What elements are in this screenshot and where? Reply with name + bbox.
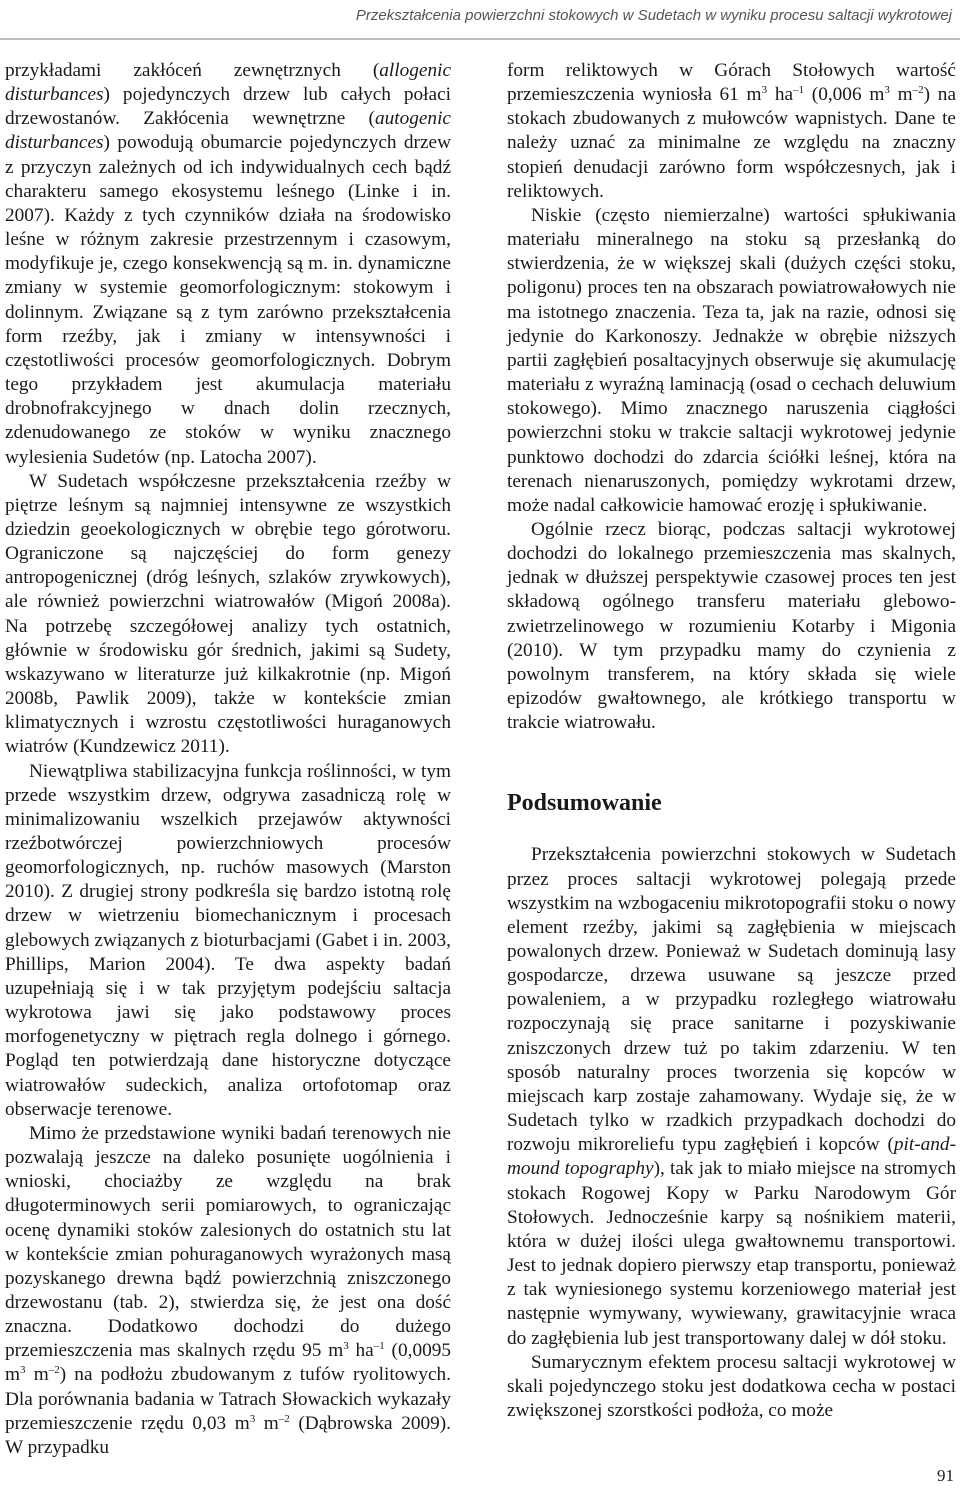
text-run: (0,006 m [804, 84, 885, 106]
paragraph [5, 59, 451, 470]
superscript: 3 [20, 1364, 26, 1377]
left-column [5, 59, 451, 1460]
paragraph [5, 1122, 451, 1460]
text-run: (Dąbrowska 2009). W przypadku [5, 1412, 451, 1458]
text-run: ha [767, 84, 794, 106]
superscript: –2 [278, 1412, 290, 1425]
superscript: –2 [912, 84, 924, 97]
italic-term: allogenic disturbances [5, 60, 451, 106]
text-run: przykładami zakłóceń zewnętrznych ( [5, 60, 380, 81]
superscript: –2 [48, 1364, 60, 1377]
text-run: ), tak jak to miało miejsce na stromych stokach Rogowej Kopy w Parku Narodowym Gór Stołowych. Jednocześnie karpy są nośnikiem materii, która w dużej ilości ulega gwałtownemu transportowi. Jest to jednak dopiero pierwszy etap transportu, ponieważ z tak wyniesionego systemu korzeniowego materiał jest następnie wymywany, wywiewany, grawitacyjnie wraca do zagłębienia lub jest transportowany dalej w dół stoku. [507, 1158, 956, 1349]
paragraph: Niewątpliwa stabilizacyjna funkcja roślinności, w tym przede wszystkim drzew, odgrywa zasadniczą rolę w minimalizowaniu wszelkich przejawów aktywności rzeźbotwórczej powierzchniowych procesów geomorfologicznych, np. ruchów masowych (Marston 2010). Z drugiej strony podkreśla się bardzo istotną rolę drzew w wietrzeniu biomechanicznym i procesach glebowych związanych z bioturbacjami (Gabet i in. 2003, Phillips, Marion 2004). Te dwa aspekty badań uzupełniają się i w tak przyjętym podejściu saltacja wykrotowa jawi się jako podstawowy proces morfogenetyczny w piętrach regla dolnego i górnego. Pogląd ten potwierdzają dane historyczne dotyczące wiatrowałów sudeckich, analiza ortofotomap oraz obserwacje terenowe. [5, 760, 451, 1120]
paragraph: Ogólnie rzecz biorąc, podczas saltacji wykrotowej dochodzi do lokalnego przemieszczenia mas skalnych, jednak w dłuższej perspektywie czasowej proces ten jest składową ogólnego transferu materiału glebowo-zwietrzelinowego w rozumieniu Kotarby i Migonia (2010). W tym przypadku mamy do czynienia z powolnym transferem, na który składa się wiele epizodów gwałtownego, ale krótkiego transportu w trakcie wiatrowału. [507, 518, 956, 734]
paragraph [507, 843, 956, 1350]
text-run: form reliktowych w Górach Stołowych wartość przemieszczenia wyniosła 61 m [507, 60, 956, 106]
paragraph: Niskie (często niemierzalne) wartości spłukiwania materiału mineralnego na stoku są przesłanką do stwierdzenia, że w większej skali (dużych części stoku, poligonu) proces ten na obszarach powiatrowałowych nie ma istotnego znaczenia. Teza ta, jak na razie, odnosi się jedynie do Karkonoszy. Jednakże w obrębie niższych partii zagłębień posaltacyjnych obserwuje się akumulację materiału z wyraźną laminacją (osad o cechach deluwium stokowego). Mimo znacznego naruszenia ciągłości powierzchni stoku w trakcie saltacji wykrotowej jedynie punktowo dochodzi do zdarcia ściółki leśnej, która na terenach nienaruszonych, pomiędzy wykrotami drzew, może nadal całkowicie hamować erozję i spłukiwanie. [507, 204, 956, 516]
text-run: ) na podłożu zbudowanym z tufów ryolitowych. Dla porównania badania w Tatrach Słowackich wykazały przemieszczenie rzędu 0,03 m [5, 1364, 451, 1434]
italic-term: pit-and-mound topography [507, 1134, 956, 1180]
superscript: –1 [793, 84, 805, 97]
text-run: (0,0095 m [5, 1340, 452, 1386]
page-number: 91 [937, 1466, 954, 1485]
superscript: –1 [373, 1340, 385, 1353]
text-run: Mimo że przedstawione wyniki badań terenowych nie pozwalają jeszcze na daleko posunięte uogólnienia i wnioski, chociażby ze względu na brak długoterminowych serii pomiarowych, to ograniczając ocenę dynamiki stoków zalesionych do ostatnich stu lat w kontekście zmian pohuraganowych wyrażonych masą pozyskanego drewna bądź powierzchnią zniszczonego drzewostanu (tab. 2), stwierdza się, że jest ona dość znaczna. Dodatkowo dochodzi do dużego przemieszczenia mas skalnych rzędu 95 m [5, 1122, 451, 1362]
text-run: ) powodują obumarcie pojedynczych drzew z przyczyn zależnych od ich indywidualnych cech bądź charakteru samego ekosystemu leśnego (Linke i in. 2007). Każdy z tych czynników działa na środowisko leśne w różnym zakresie przestrzennym i czasowym, modyfikuje je, czego konsekwencją są m. in. dynamiczne zmiany w systemie geomorfologicznym: stokowym i dolinnym. Związane są z tym zarówno przekształcenia form rzeźby, jak i zmiany w intensywności i częstotliwości procesów geomorfologicznych. Dobrym tego przykładem jest akumulacja materiału drobnofrakcyjnego w dnach dolin rzecznych, zdenudowanego ze stoków w wyniku znacznego wylesienia Sudetów (np. Latocha 2007). [5, 132, 451, 468]
paragraph: W Sudetach współczesne przekształcenia rzeźby w piętrze leśnym są najmniej intensywne ze wszystkich dziedzin geoekologicznych w obrębie tego górotworu. Ograniczone są najczęściej do form genezy antropogenicznej (dróg leśnych, szlaków zrywkowych), ale również powierzchni wiatrowałów (Migoń 2008a). Na potrzebę szczegółowej analizy tych ostatnich, głównie w środowisku gór średnich, jakimi są Sudety, wskazywano w literaturze już kilkakrotnie (np. Migoń 2008b, Pawlik 2009), także w kontekście zmian klimatycznych i wzrostu częstotliwości huraganowych wiatrów (Kundzewicz 2011). [5, 470, 451, 758]
paragraph: Sumarycznym efektem procesu saltacji wykrotowej w skali pojedynczego stoku jest dodatkowa cecha w postaci zwiększonej szorstkości podłoża, co może [507, 1351, 956, 1421]
superscript: 3 [761, 84, 768, 97]
text-run: ) na stokach zbudowanych z mułowców wapnistych. Dane te należy uznać za minimalne ze względu na znaczny stopień denudacji zarówno form współczesnych, jak i reliktowych. [507, 84, 957, 202]
section-heading: Podsumowanie [507, 790, 662, 817]
running-header: Przekształcenia powierzchni stokowych w Sudetach w wyniku procesu saltacji wykrotowej [355, 7, 952, 24]
text-run: ha [348, 1340, 374, 1362]
header-rule [0, 38, 960, 40]
text-run: Przekształcenia powierzchni stokowych w Sudetach przez proces saltacji wykrotowej polegają przede wszystkim na wzbogaceniu mikrotopografii stoku o nowy element rzeźby, jakimi są zagłębienia w miejscach powalonych drzew. Ponieważ w Sudetach dominują lasy gospodarcze, drzewa usuwane są jeszcze przed powaleniem, a w przypadku rozległego wiatrowału rozpoczynają się prace sanitarne i pozyskiwanie zniszczonych drzew tuż po takim zdarzeniu. W ten sposób naturalny proces tworzenia się kopców w miejscach karp zostaje zahamowany. Wydaje się, że w Sudetach tylko w rzadkich przypadkach dochodzi do rozwoju mikroreliefu typu zagłębień i kopców ( [507, 844, 956, 1156]
paragraph [507, 59, 956, 204]
text-run: m [25, 1364, 49, 1386]
superscript: 3 [249, 1412, 256, 1425]
superscript: 3 [343, 1340, 349, 1353]
right-column [507, 59, 956, 1423]
text-run: m [255, 1412, 279, 1434]
superscript: 3 [884, 84, 890, 97]
text-run: ) pojedynczych drzew lub całych połaci drzewostanów. Zakłócenia wewnętrzne ( [5, 84, 451, 130]
text-run: m [889, 84, 913, 106]
italic-term: autogenic disturbances [5, 108, 451, 154]
